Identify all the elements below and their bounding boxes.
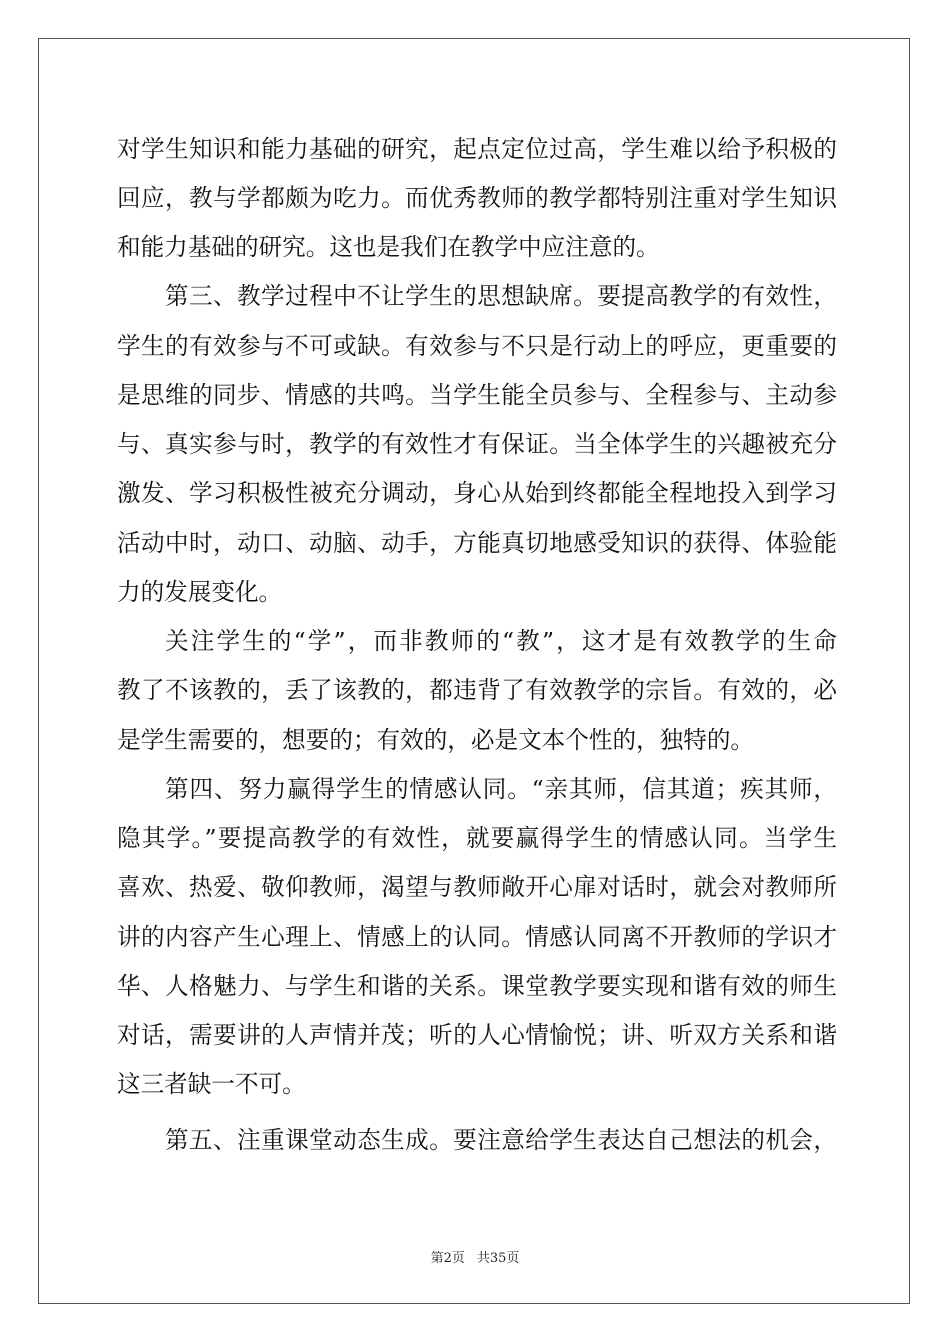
text-line: 学生的有效参与不可或缺。有效参与不只是行动上的呼应，更重要的 <box>117 332 837 360</box>
text-line: 回应，教与学都颇为吃力。而优秀教师的教学都特别注重对学生知识 <box>117 184 837 212</box>
text-line: 活动中时，动口、动脑、动手，方能真切地感受知识的获得、体验能 <box>117 529 837 557</box>
text-line: 华、人格魅力、与学生和谐的关系。课堂教学要实现和谐有效的师生 <box>117 972 837 1000</box>
page-footer <box>0 1247 950 1266</box>
text-line: 这三者缺一不可。 <box>117 1070 306 1098</box>
text-line: 是思维的同步、情感的共鸣。当学生能全员参与、全程参与、主动参 <box>117 381 837 409</box>
text-line: 隐其学。”要提高教学的有效性，就要赢得学生的情感认同。当学生 <box>117 824 837 852</box>
text-line: 讲的内容产生心理上、情感上的认同。情感认同离不开教师的学识才 <box>117 923 837 951</box>
text-line: 与、真实参与时，教学的有效性才有保证。当全体学生的兴趣被充分 <box>117 430 837 458</box>
paragraph-start-line: 第三、教学过程中不让学生的思想缺席。要提高教学的有效性， <box>165 282 837 310</box>
text-line: 对话，需要讲的人声情并茂；听的人心情愉悦；讲、听双方关系和谐 <box>117 1021 837 1049</box>
text-line: 喜欢、热爱、敬仰教师，渴望与教师敞开心扉对话时，就会对教师所 <box>117 873 837 901</box>
text-line: 是学生需要的，想要的；有效的，必是文本个性的，独特的。 <box>117 726 755 754</box>
total-pages: 共35页 <box>476 1251 520 1266</box>
paragraph-start-line: 第五、注重课堂动态生成。要注意给学生表达自己想法的机会， <box>165 1126 837 1154</box>
paragraph-start-line: 第四、努力赢得学生的情感认同。“亲其师，信其道；疾其师， <box>165 775 837 803</box>
text-line: 和能力基础的研究。这也是我们在教学中应注意的。 <box>117 233 660 261</box>
text-line: 对学生知识和能力基础的研究，起点定位过高，学生难以给予积极的 <box>117 135 837 163</box>
paragraph-start-line: 关注学生的“学”，而非教师的“教”，这才是有效教学的生命 <box>165 627 837 655</box>
text-line: 激发、学习积极性被充分调动，身心从始到终都能全程地投入到学习 <box>117 479 837 507</box>
page-number: 第2页 <box>430 1251 465 1266</box>
text-line: 力的发展变化。 <box>117 578 283 606</box>
text-line: 教了不该教的，丢了该教的，都违背了有效教学的宗旨。有效的，必 <box>117 676 837 704</box>
